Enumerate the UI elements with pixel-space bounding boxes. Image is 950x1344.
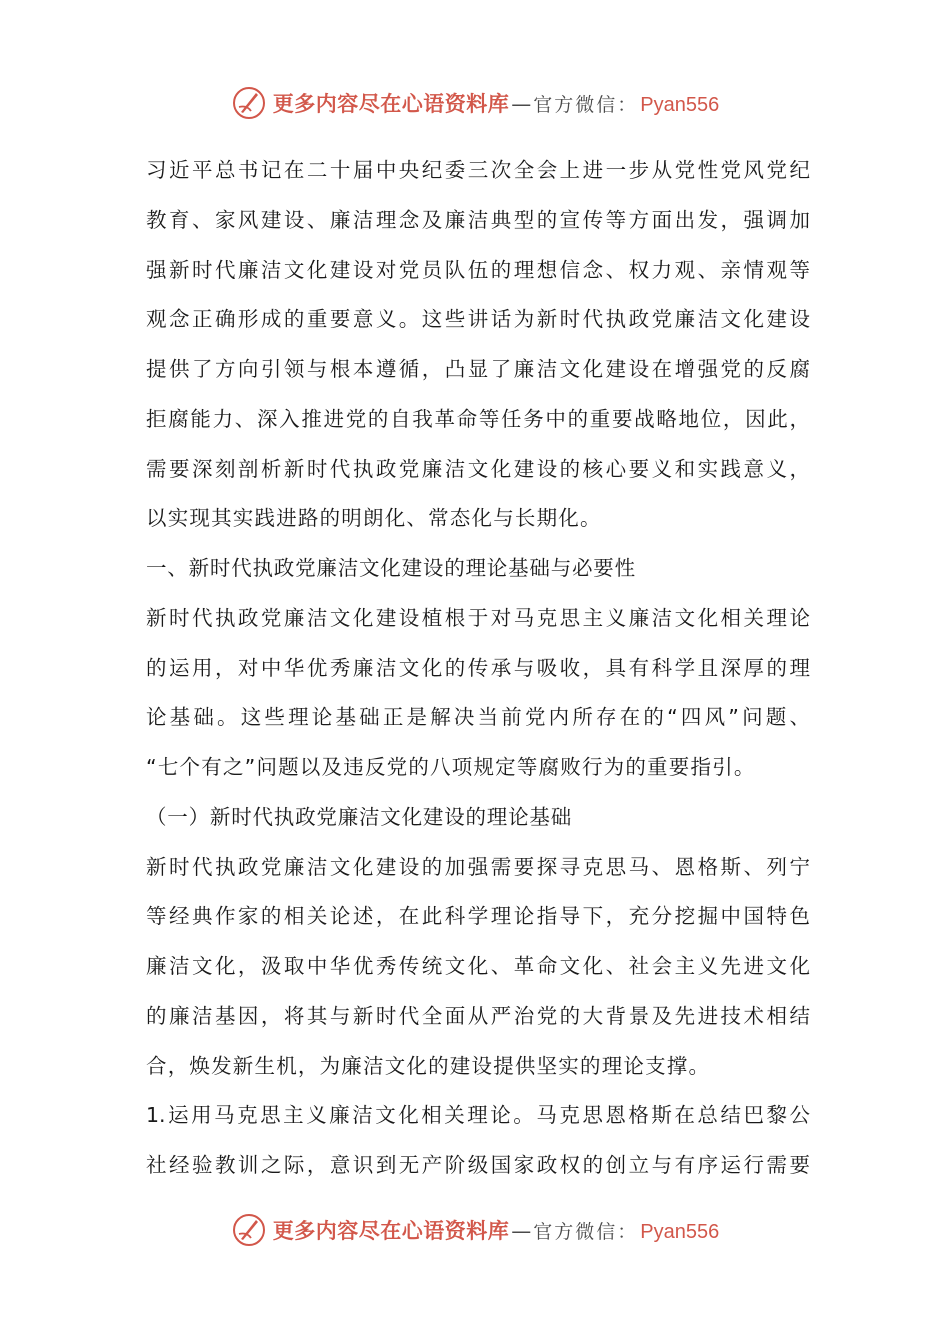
- banner-text: [273, 88, 719, 118]
- body-line: 的运用，对中华优秀廉洁文化的传承与吸收，具有科学且深厚的理: [146, 655, 810, 680]
- body-line: 社经验教训之际，意识到无产阶级国家政权的创立与有序运行需要: [146, 1153, 810, 1177]
- body-line: 强新时代廉洁文化建设对党员队伍的理想信念、权力观、亲情观等: [146, 257, 810, 282]
- banner-wechat-label: 官方微信：: [533, 1221, 639, 1243]
- banner-wechat-id: Pyan556: [640, 1221, 720, 1243]
- section-heading: 一、新时代执政党廉洁文化建设的理论基础与必要性: [146, 556, 636, 580]
- banner-dash: —: [511, 92, 532, 116]
- body-line: 以实现其实践进路的明朗化、常态化与长期化。: [146, 506, 602, 531]
- body-line: 合，焕发新生机，为廉洁文化的建设提供坚实的理论支撑。: [146, 1053, 711, 1078]
- banner-main-text: 更多内容尽在心语资料库: [272, 91, 510, 116]
- body-line: 提供了方向引领与根本遵循，凸显了廉洁文化建设在增强党的反腐: [146, 357, 810, 381]
- body-line: “七个有之”问题以及违反党的八项规定等腐败行为的重要指引。: [146, 755, 756, 779]
- banner-dash: —: [511, 1219, 532, 1243]
- body-line: 新时代执政党廉洁文化建设植根于对马克思主义廉洁文化相关理论: [146, 605, 810, 630]
- body-line: 论基础。这些理论基础正是解决当前党内所存在的“四风”问题、: [146, 705, 810, 730]
- body-line: 教育、家风建设、廉洁理念及廉洁典型的宣传等方面出发，强调加: [146, 207, 810, 232]
- banner-main-text: 更多内容尽在心语资料库: [272, 1218, 510, 1243]
- header-watermark-banner: [0, 78, 950, 128]
- document-body: [146, 146, 810, 1191]
- body-line: 新时代执政党廉洁文化建设的加强需要探寻克思马、恩格斯、列宁: [146, 854, 810, 879]
- body-line: 拒腐能力、深入推进党的自我革命等任务中的重要战略地位，因此，: [146, 406, 810, 431]
- body-line: 观念正确形成的重要意义。这些讲话为新时代执政党廉洁文化建设: [146, 307, 810, 332]
- body-line: 需要深刻剖析新时代执政党廉洁文化建设的核心要义和实践意义，: [146, 456, 810, 481]
- quill-logo-icon: [231, 1212, 267, 1248]
- quill-logo-icon: [231, 85, 267, 121]
- body-line: 1.运用马克思主义廉洁文化相关理论。马克思恩格斯在总结巴黎公: [146, 1103, 810, 1128]
- body-line: 习近平总书记在二十届中央纪委三次全会上进一步从党性党风党纪: [146, 158, 810, 182]
- footer-watermark-banner: [0, 1205, 950, 1255]
- banner-wechat-id: Pyan556: [640, 94, 720, 116]
- body-line: 的廉洁基因，将其与新时代全面从严治党的大背景及先进技术相结: [146, 1003, 810, 1028]
- subsection-heading: （一）新时代执政党廉洁文化建设的理论基础: [146, 804, 572, 829]
- banner-text: [273, 1215, 719, 1245]
- banner-wechat-label: 官方微信：: [533, 94, 639, 116]
- body-line: 等经典作家的相关论述，在此科学理论指导下，充分挖掘中国特色: [146, 904, 810, 929]
- body-line: 廉洁文化，汲取中华优秀传统文化、革命文化、社会主义先进文化: [146, 954, 810, 978]
